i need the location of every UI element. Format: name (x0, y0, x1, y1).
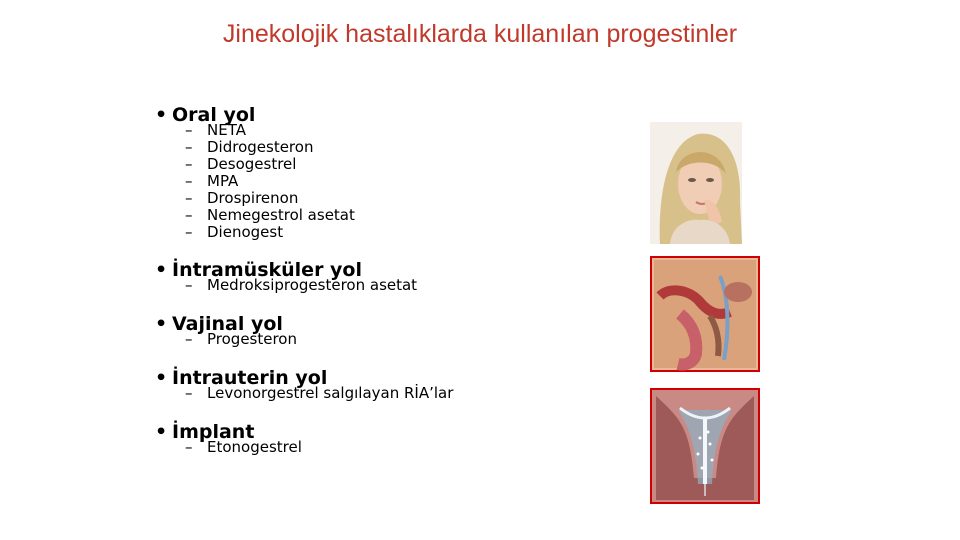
woman-photo (650, 122, 742, 244)
list-item: – Desogestrel (185, 155, 297, 173)
bullet: • (155, 367, 168, 389)
list-item: – Levonorgestrel salgılayan RİA’lar (185, 384, 454, 402)
bullet: • (155, 313, 168, 335)
section-implant (155, 421, 302, 460)
list-item: – Progesteron (185, 330, 297, 348)
list-item: – NETA (185, 121, 246, 139)
section-intrauterine (155, 367, 454, 406)
bullet: • (155, 259, 168, 281)
vaginal-anatomy-illustration (650, 256, 760, 372)
section-label: Vajinal yol (172, 313, 283, 335)
list-item: – Didrogesteron (185, 138, 314, 156)
section-intramuscular (155, 259, 418, 298)
section-label: İmplant (172, 421, 255, 443)
list-item: – Medroksiprogesteron asetat (185, 276, 418, 294)
bullet: • (155, 104, 168, 126)
section-label: İntramüsküler yol (172, 259, 362, 281)
list-item: – Drospirenon (185, 189, 299, 207)
bullet: • (155, 421, 168, 443)
list-item: – MPA (185, 172, 239, 190)
section-oral (155, 104, 355, 245)
section-label: İntrauterin yol (172, 367, 328, 389)
list-item: – Nemegestrol asetat (185, 206, 355, 224)
section-label: Oral yol (172, 104, 256, 126)
section-vaginal (155, 313, 297, 352)
list-item: – Etonogestrel (185, 438, 302, 456)
list-item: – Dienogest (185, 223, 284, 241)
iud-illustration (650, 388, 760, 504)
slide-title: Jinekolojik hastalıklarda kullanılan progestinler (222, 20, 738, 48)
